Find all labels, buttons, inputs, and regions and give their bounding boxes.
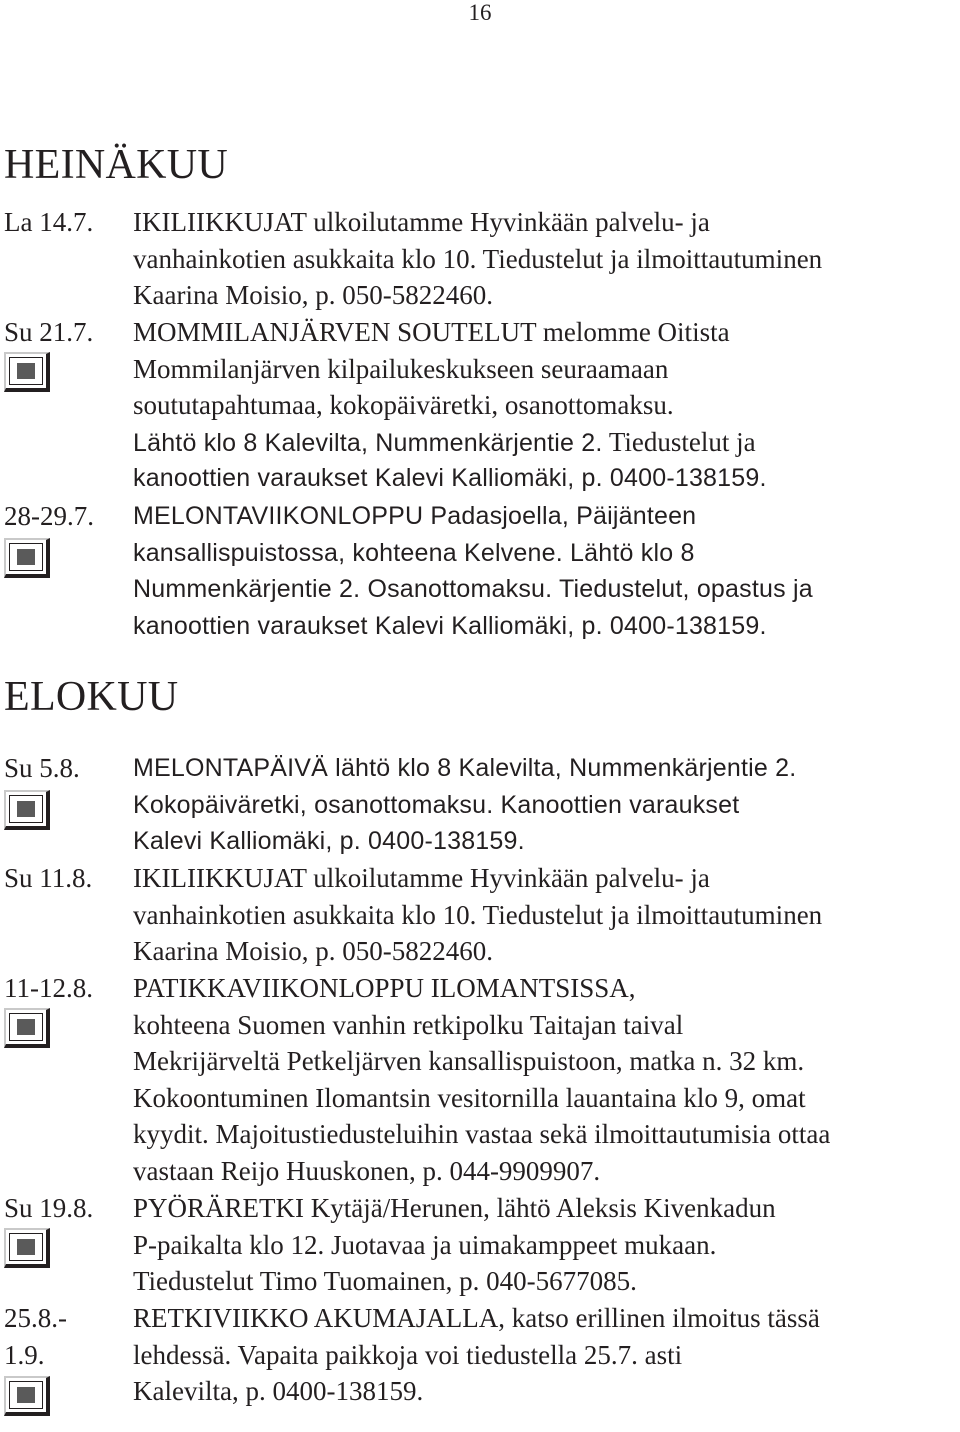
event-description-line: Tiedustelut Timo Tuomainen, p. 040-5677085. [133, 1266, 637, 1297]
event-date: Su 11.8. [4, 863, 93, 893]
event-description-line: Kalevilta, p. 0400-138159. [133, 1376, 424, 1407]
event-description-segment: Tiedustelut ja [608, 426, 756, 457]
hiking-event-icon [4, 1376, 50, 1416]
event-description-line [133, 424, 960, 461]
event-date-line: 25.8.- [4, 1303, 67, 1333]
event-date-line: 1.9. [4, 1339, 45, 1370]
event-date: Su 21.7. [4, 317, 94, 347]
event-description-line: IKILIIKKUJAT ulkoilutamme Hyvinkään palvelu- ja [133, 863, 710, 893]
event-description-line: MELONTAPÄIVÄ lähtö klo 8 Kalevilta, Nummenkärjentie 2. [133, 754, 797, 782]
event-description-segment: Lähtö klo 8 Kalevilta, Nummenkärjentie 2. [133, 428, 603, 457]
event-date: La 14.7. [4, 207, 94, 237]
paddle-event-icon [4, 352, 50, 392]
cycling-event-icon [4, 1228, 50, 1268]
event-description-line: lehdessä. Vapaita paikkoja voi tiedustella 25.7. asti [133, 1339, 683, 1370]
event-description-line: PYÖRÄRETKI Kytäjä/Herunen, lähtö Aleksis Kivenkadun [133, 1193, 776, 1223]
event-description-line: P-paikalta klo 12. Juotavaa ja uimakamppeet mukaan. [133, 1229, 717, 1260]
event-description [133, 1190, 960, 1300]
event-description [133, 498, 960, 644]
event-description-line: vastaan Reijo Huuskonen, p. 044-9909907. [133, 1155, 601, 1186]
event-description-line: Kalevi Kalliomäki, p. 0400-138159. [133, 827, 525, 856]
event-description-line: Mekrijärveltä Petkeljärven kansallispuistoon, matka n. 32 km. [133, 1046, 805, 1077]
event-description-line: kanoottien varaukset Kalevi Kalliomäki, p. 0400-138159. [133, 611, 767, 640]
event-description [133, 1300, 960, 1410]
event-description-line: MOMMILANJÄRVEN SOUTELUT melomme Oitista [133, 317, 730, 347]
event-description-line: kanoottien varaukset Kalevi Kalliomäki, p. 0400-138159. [133, 464, 767, 493]
event-date [4, 1300, 67, 1373]
event-description-line: Kaarina Moisio, p. 050-5822460. [133, 280, 493, 311]
event-description-line: soututapahtumaa, kokopäiväretki, osanottomaksu. [133, 390, 674, 421]
month-heading-elokuu: ELOKUU [4, 674, 179, 720]
event-description [133, 204, 960, 314]
event-description-line: Kokoontuminen Ilomantsin vesitornilla lauantaina klo 9, omat [133, 1082, 806, 1113]
event-description-line: RETKIVIIKKO AKUMAJALLA, katso erillinen ilmoitus tässä [133, 1303, 820, 1333]
page-number: 16 [468, 0, 492, 25]
event-date: Su 19.8. [4, 1193, 94, 1223]
paddle-event-icon [4, 538, 50, 578]
event-description-line: Kaarina Moisio, p. 050-5822460. [133, 936, 493, 967]
month-heading-heinakuu: HEINÄKUU [4, 142, 229, 188]
event-description [133, 750, 960, 860]
event-description-line: Mommilanjärven kilpailukeskukseen seuraamaan [133, 353, 669, 384]
hiking-event-icon [4, 1008, 50, 1048]
event-description-line: vanhainkotien asukkaita klo 10. Tiedustelut ja ilmoittautuminen [133, 899, 823, 930]
event-description [133, 970, 960, 1190]
event-date: 28-29.7. [4, 501, 94, 531]
event-date: Su 5.8. [4, 753, 80, 783]
event-date: 11-12.8. [4, 973, 93, 1003]
event-description-line: vanhainkotien asukkaita klo 10. Tiedustelut ja ilmoittautuminen [133, 243, 823, 274]
event-description-line: kansallispuistossa, kohteena Kelvene. Lähtö klo 8 [133, 538, 695, 567]
event-description [133, 860, 960, 970]
event-description-line: Nummenkärjentie 2. Osanottomaksu. Tiedustelut, opastus ja [133, 575, 813, 604]
event-description [133, 314, 960, 497]
event-description-line: PATIKKAVIIKONLOPPU ILOMANTSISSA, [133, 973, 636, 1003]
event-description-line: MELONTAVIIKONLOPPU Padasjoella, Päijänteen [133, 502, 697, 530]
event-description-line: kohteena Suomen vanhin retkipolku Taitajan taival [133, 1009, 684, 1040]
paddle-event-icon [4, 790, 50, 830]
event-description-line: Kokopäiväretki, osanottomaksu. Kanoottien varaukset [133, 790, 740, 819]
event-description-line: kyydit. Majoitustiedusteluihin vastaa sekä ilmoittautumisia ottaa [133, 1119, 831, 1150]
event-description-line: IKILIIKKUJAT ulkoilutamme Hyvinkään palvelu- ja [133, 207, 710, 237]
